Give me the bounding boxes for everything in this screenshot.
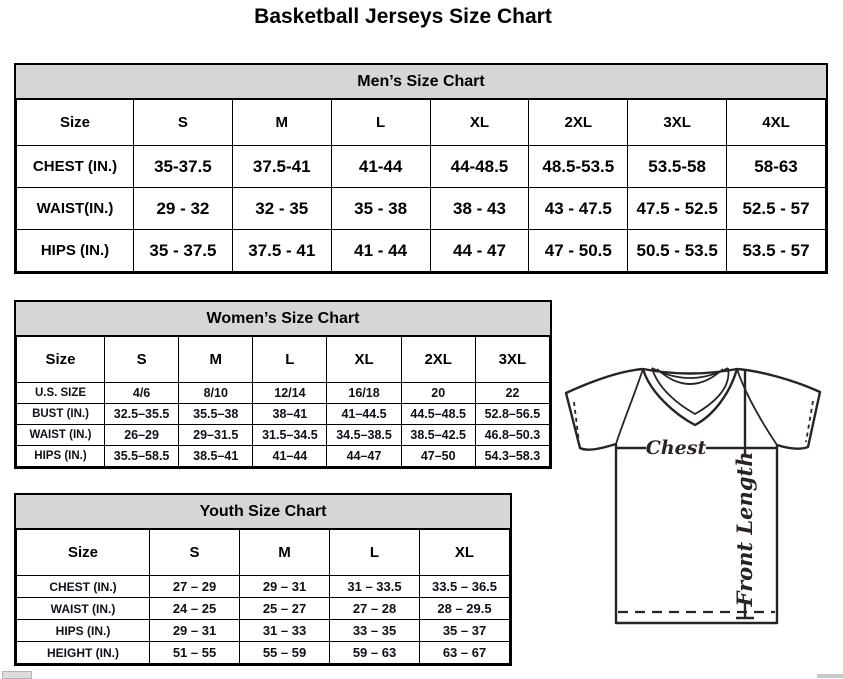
column-header: L [253,337,327,383]
womens-header-row [17,337,550,383]
size-cell: 27 – 28 [330,598,420,620]
size-cell: 35.5–58.5 [105,446,179,467]
column-header: 4XL [727,100,826,146]
size-cell: 46.8–50.3 [475,425,549,446]
column-header: S [150,530,240,576]
size-cell: 44-48.5 [430,146,529,188]
row-label: CHEST (IN.) [17,146,134,188]
table-row [17,404,550,425]
size-cell: 44.5–48.5 [401,404,475,425]
jersey-measurement-diagram [548,358,843,658]
size-cell: 47 - 50.5 [529,230,628,272]
mens-size-chart [14,63,828,274]
column-header: M [232,100,331,146]
row-label: CHEST (IN.) [17,576,150,598]
column-header: 3XL [628,100,727,146]
size-cell: 50.5 - 53.5 [628,230,727,272]
size-cell: 33 – 35 [330,620,420,642]
size-cell: 29 – 31 [150,620,240,642]
size-cell: 51 – 55 [150,642,240,664]
column-header: 2XL [529,100,628,146]
column-header: Size [17,100,134,146]
size-cell: 53.5 - 57 [727,230,826,272]
jersey-outline [566,369,820,623]
size-cell: 32 - 35 [232,188,331,230]
size-cell: 52.5 - 57 [727,188,826,230]
column-header: S [105,337,179,383]
size-cell: 34.5–38.5 [327,425,401,446]
row-label: HIPS (IN.) [17,446,105,467]
row-label: HIPS (IN.) [17,620,150,642]
size-cell: 26–29 [105,425,179,446]
size-cell: 41–44 [253,446,327,467]
table-row [17,576,510,598]
size-cell: 25 – 27 [240,598,330,620]
size-cell: 38–41 [253,404,327,425]
column-header: XL [327,337,401,383]
size-cell: 20 [401,383,475,404]
youth-table [16,529,510,664]
size-cell: 35 – 37 [420,620,510,642]
mens-chart-title: Men’s Size Chart [16,65,826,99]
size-cell: 53.5-58 [628,146,727,188]
column-header: M [179,337,253,383]
size-cell: 35 - 37.5 [134,230,233,272]
size-cell: 28 – 29.5 [420,598,510,620]
womens-chart-title: Women’s Size Chart [16,302,550,336]
table-row [17,425,550,446]
column-header: XL [430,100,529,146]
size-cell: 12/14 [253,383,327,404]
size-cell: 59 – 63 [330,642,420,664]
size-cell: 41-44 [331,146,430,188]
size-cell: 41–44.5 [327,404,401,425]
size-cell: 35 - 38 [331,188,430,230]
size-cell: 31 – 33 [240,620,330,642]
size-cell: 58-63 [727,146,826,188]
size-cell: 52.8–56.5 [475,404,549,425]
mens-table [16,99,826,272]
table-row [17,230,826,272]
front-length-label: Front Length [732,451,757,607]
column-header: 2XL [401,337,475,383]
column-header: Size [17,337,105,383]
column-header: S [134,100,233,146]
table-row [17,446,550,467]
womens-table [16,336,550,467]
youth-header-row [17,530,510,576]
size-cell: 31.5–34.5 [253,425,327,446]
size-cell: 4/6 [105,383,179,404]
size-cell: 35-37.5 [134,146,233,188]
size-cell: 47–50 [401,446,475,467]
row-label: WAIST (IN.) [17,598,150,620]
size-cell: 48.5-53.5 [529,146,628,188]
size-cell: 38.5–42.5 [401,425,475,446]
table-row [17,598,510,620]
size-cell: 37.5 - 41 [232,230,331,272]
row-label: HIPS (IN.) [17,230,134,272]
size-cell: 37.5-41 [232,146,331,188]
size-cell: 29–31.5 [179,425,253,446]
column-header: XL [420,530,510,576]
column-header: M [240,530,330,576]
size-cell: 44 - 47 [430,230,529,272]
size-cell: 29 - 32 [134,188,233,230]
column-header: L [331,100,430,146]
youth-chart-title: Youth Size Chart [16,495,510,529]
size-cell: 29 – 31 [240,576,330,598]
chest-label: Chest [645,437,707,459]
size-cell: 16/18 [327,383,401,404]
size-cell: 22 [475,383,549,404]
row-label: HEIGHT (IN.) [17,642,150,664]
size-cell: 43 - 47.5 [529,188,628,230]
row-label: WAIST(IN.) [17,188,134,230]
column-header: L [330,530,420,576]
scrollbar-fragment-right[interactable] [817,674,843,678]
youth-size-chart [14,493,512,666]
size-cell: 24 – 25 [150,598,240,620]
size-cell: 8/10 [179,383,253,404]
column-header: 3XL [475,337,549,383]
size-cell: 38 - 43 [430,188,529,230]
size-cell: 47.5 - 52.5 [628,188,727,230]
size-cell: 33.5 – 36.5 [420,576,510,598]
size-cell: 31 – 33.5 [330,576,420,598]
table-row [17,188,826,230]
table-row [17,620,510,642]
size-cell: 32.5–35.5 [105,404,179,425]
size-cell: 38.5–41 [179,446,253,467]
womens-size-chart [14,300,552,469]
table-row [17,642,510,664]
page-title: Basketball Jerseys Size Chart [254,5,552,28]
table-row [17,383,550,404]
row-label: WAIST (IN.) [17,425,105,446]
size-cell: 27 – 29 [150,576,240,598]
size-cell: 44–47 [327,446,401,467]
scrollbar-fragment-left[interactable] [2,671,32,679]
row-label: U.S. SIZE [17,383,105,404]
table-row [17,146,826,188]
size-cell: 55 – 59 [240,642,330,664]
mens-header-row [17,100,826,146]
row-label: BUST (IN.) [17,404,105,425]
size-cell: 63 – 67 [420,642,510,664]
size-cell: 54.3–58.3 [475,446,549,467]
column-header: Size [17,530,150,576]
size-cell: 41 - 44 [331,230,430,272]
size-cell: 35.5–38 [179,404,253,425]
